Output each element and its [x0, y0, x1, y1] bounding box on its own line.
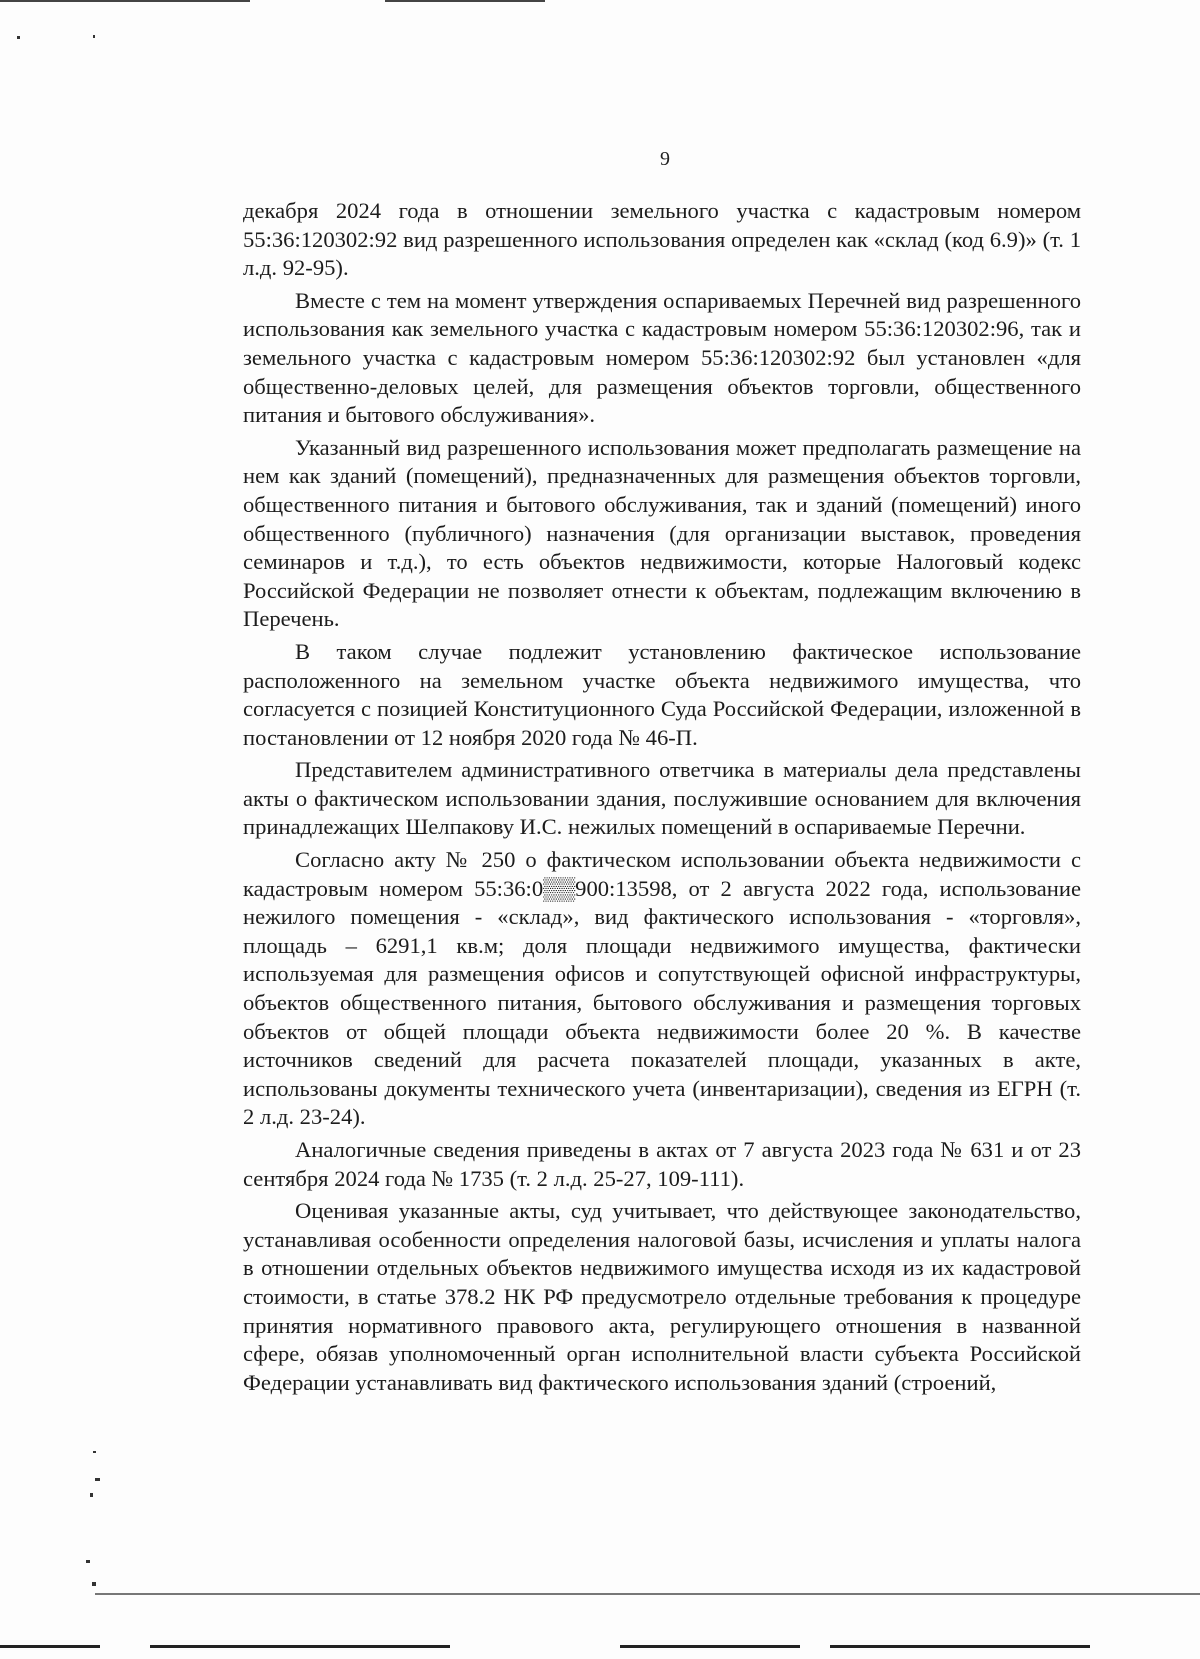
- scan-bottom-edge: [830, 1645, 1090, 1648]
- paragraph: Представителем административного ответчика в материалы дела представлены акты о фактическом использовании здания, послужившие основанием для включения принадлежащих Шелпакову И.С. нежилых помещений в оспариваемые Перечни.: [243, 757, 1081, 840]
- scan-top-rule: [385, 0, 545, 2]
- paragraph: Аналогичные сведения приведены в актах от 7 августа 2023 года № 631 и от 23 сентября 2024 года № 1735 (т. 2 л.д. 25-27, 109-111).: [243, 1137, 1081, 1191]
- paragraph: декабря 2024 года в отношении земельного участка с кадастровым номером 55:36:120302:92 вид разрешенного использования определен как «склад (код 6.9)» (т. 1 л.д. 92-95).: [243, 198, 1081, 281]
- paragraph: Оценивая указанные акты, суд учитывает, что действующее законодательство, устанавливая особенности определения налоговой базы, исчисления и уплаты налога в отношении отдельных объектов недвижимого имущества исходя из их кадастровой стоимости, в статье 378.2 НК РФ предусмотрело отдельные требования к процедуре принятия нормативного правового акта, регулирующего отношения в названной сфере, обязав уполномоченный орган исполнительной власти субъекта Российской Федерации устанавливать вид фактического использования зданий (строений,: [243, 1198, 1081, 1395]
- paragraph: В таком случае подлежит установлению фактическое использование расположенного на земельном участке объекта недвижимого имущества, что согласуется с позицией Конституционного Суда Российской Федерации, изложенной в постановлении от 12 ноября 2020 года № 46-П.: [243, 638, 1081, 750]
- paragraph: Указанный вид разрешенного использования может предполагать размещение на нем как зданий (помещений), предназначенных для размещения объектов торговли, общественного питания и бытового обслуживания, так и зданий (помещений) иного общественного (публичного) назначения (для организации выставок, проведения семинаров и т.д.), то есть объектов недвижимости, которые Налоговый кодекс Российской Федерации не позволяет отнести к объектам, подлежащим включению в Перечень.: [243, 434, 1081, 632]
- scan-bottom-edge: [150, 1645, 450, 1648]
- scan-bottom-edge: [620, 1645, 800, 1648]
- scan-bottom-rule: [95, 1593, 1200, 1595]
- scan-speck: [93, 1451, 96, 1453]
- scan-bottom-edge: [0, 1645, 100, 1648]
- scan-speck: [86, 1560, 90, 1563]
- document-body: [243, 197, 1081, 1401]
- scan-top-rule: [0, 0, 250, 2]
- paragraph: Согласно акту № 250 о фактическом использовании объекта недвижимости с кадастровым номером 55:36:0▒▒900:13598, от 2 августа 2022 года, использование нежилого помещения - «склад», вид фактического использования - «торговля», площадь – 6291,1 кв.м; доля площади недвижимого имущества, фактически используемая для размещения офисов и сопутствующей офисной инфраструктуры, объектов общественного питания, бытового обслуживания и размещения торговых объектов от общей площади объекта недвижимости более 20 %. В качестве источников сведений для расчета показателей площади, указанных в акте, использованы документы технического учета (инвентаризации), сведения из ЕГРН (т. 2 л.д. 23-24).: [243, 847, 1081, 1130]
- scan-speck: [95, 1478, 100, 1481]
- scan-speck: [90, 1493, 93, 1497]
- paragraph: Вместе с тем на момент утверждения оспариваемых Перечней вид разрешенного использования как земельного участка с кадастровым номером 55:36:120302:96, так и земельного участка с кадастровым номером 55:36:120302:92 был установлен «для общественно-деловых целей, для размещения объектов торговли, общественного питания и бытового обслуживания».: [243, 287, 1081, 428]
- page-number: 9: [660, 148, 670, 170]
- scan-speck: [92, 1582, 96, 1586]
- scan-speck: [93, 35, 95, 38]
- scan-speck: [17, 36, 20, 39]
